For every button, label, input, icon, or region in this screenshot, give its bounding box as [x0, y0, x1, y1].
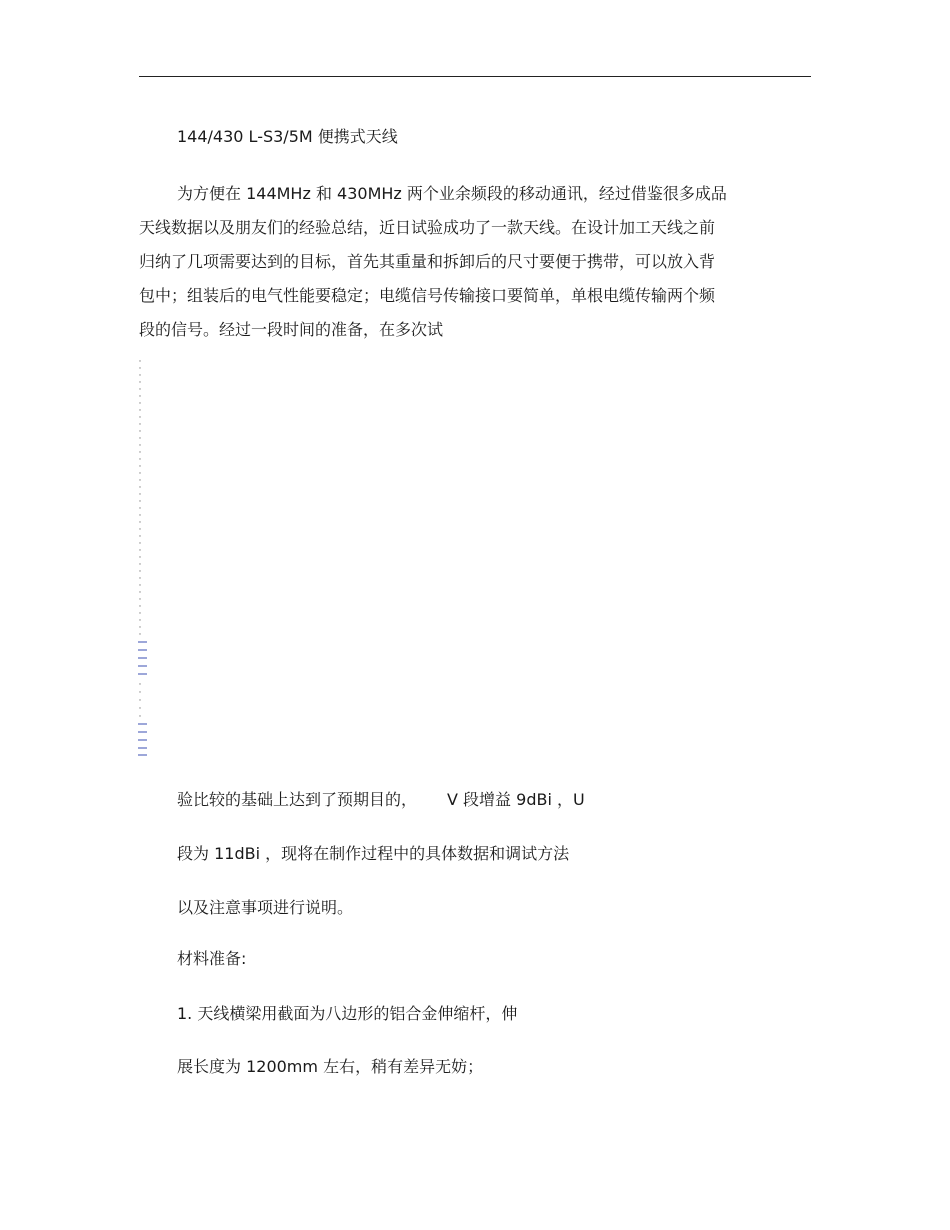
- intro-line: 段的信号。经过一段时间的准备，在多次试: [139, 320, 444, 339]
- list-item-continuation: 展长度为 1200mm 左右，稍有差异无妨；: [177, 1057, 484, 1076]
- body-line-part: V 段增益 9dBi ，U: [447, 790, 585, 809]
- section-heading: 材料准备:: [177, 949, 247, 968]
- body-line: [177, 789, 585, 811]
- list-item: 1. 天线横梁用截面为八边形的铝合金伸缩杆，伸: [177, 1004, 518, 1023]
- body-line: 以及注意事项进行说明。: [177, 898, 354, 917]
- intro-line: 天线数据以及朋友们的经验总结，近日试验成功了一款天线。在设计加工天线之前: [139, 218, 716, 237]
- intro-line: 归纳了几项需要达到的目标，首先其重量和拆卸后的尺寸要便于携带，可以放入背: [139, 252, 716, 271]
- intro-paragraph: [139, 177, 779, 347]
- header-rule: [139, 76, 811, 77]
- body-line-part: 验比较的基础上达到了预期目的，: [177, 790, 418, 809]
- body-line: 段为 11dBi ，现将在制作过程中的具体数据和调试方法: [177, 844, 570, 863]
- document-title: 144/430 L-S3/5M 便携式天线: [177, 127, 398, 146]
- intro-line: 为方便在 144MHz 和 430MHz 两个业余频段的移动通讯，经过借鉴很多成品: [177, 184, 727, 203]
- intro-line: 包中；组装后的电气性能要稳定；电缆信号传输接口要简单，单根电缆传输两个频: [139, 286, 716, 305]
- margin-mark-strip: [137, 358, 151, 758]
